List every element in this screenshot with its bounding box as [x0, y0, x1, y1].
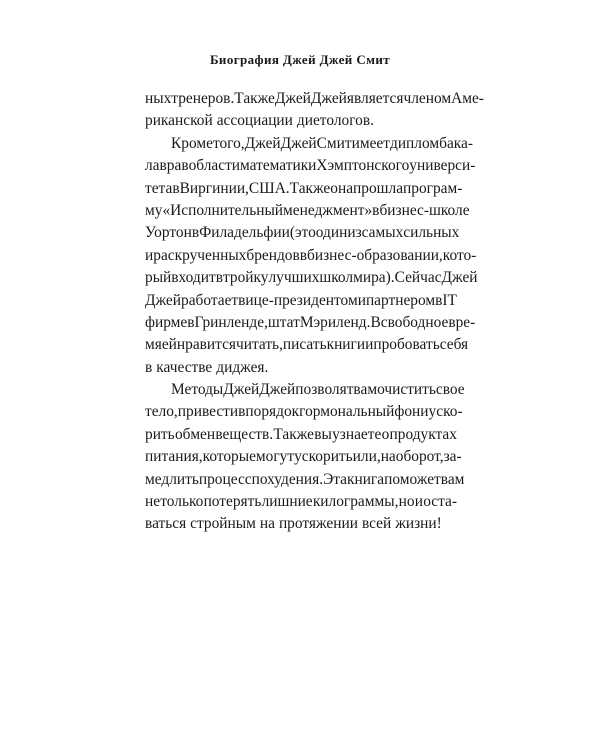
text-line: тета в Виргинии, США. Также она прошла програм- [145, 179, 463, 197]
text-line: ных тренеров. Также Джей Джей является членом Аме- [145, 90, 484, 107]
running-header: Биография Джей Джей Смит [209, 52, 391, 67]
text-line: и раскрученных брендов в бизнес-образовании, кото- [145, 246, 477, 264]
text-line: фирме в Гринленде, штат Мэриленд. В свободное вре- [145, 313, 476, 331]
text-line: му «Исполнительный менеджмент» в бизнес-школе [145, 201, 470, 219]
text-line: лавра в области математики Хэмптонского универси- [145, 157, 476, 175]
text-line: не только потерять лишние килограммы, но и оста- [145, 493, 457, 511]
text-line: мя ей нравится читать, писать книги и пробовать себя [145, 336, 469, 354]
text-line: в качестве диджея. [145, 358, 269, 376]
text-line: рить обмен веществ. Также вы узнаете о продуктах [145, 425, 457, 443]
text-line: ваться стройным на протяжении всей жизни! [145, 515, 442, 533]
text-line: питания, которые могут ускорить или, наоборот, за- [145, 448, 462, 466]
text-line: Джей работает вице-президентом и партнером в IT [145, 291, 457, 309]
body-text [145, 88, 484, 536]
text-line: тело, привести в порядок гормональный фон и уско- [145, 403, 463, 421]
text-line: медлить процесс похудения. Эта книга поможет вам [145, 470, 465, 488]
paragraph [145, 133, 478, 379]
text-line: рый входит в тройку лучших школ мира). Сейчас Джей [145, 269, 478, 287]
paragraph [145, 88, 484, 133]
paragraph [145, 379, 465, 536]
text-line: Уортон в Филадельфии (это один из самых сильных [145, 224, 460, 242]
text-line: Методы Джей Джей позволят вам очистить свое [171, 381, 465, 399]
text-line: Кроме того, Джей Джей Смит имеет диплом бака- [171, 134, 473, 152]
text-line: риканской ассоциации диетологов. [145, 112, 374, 130]
